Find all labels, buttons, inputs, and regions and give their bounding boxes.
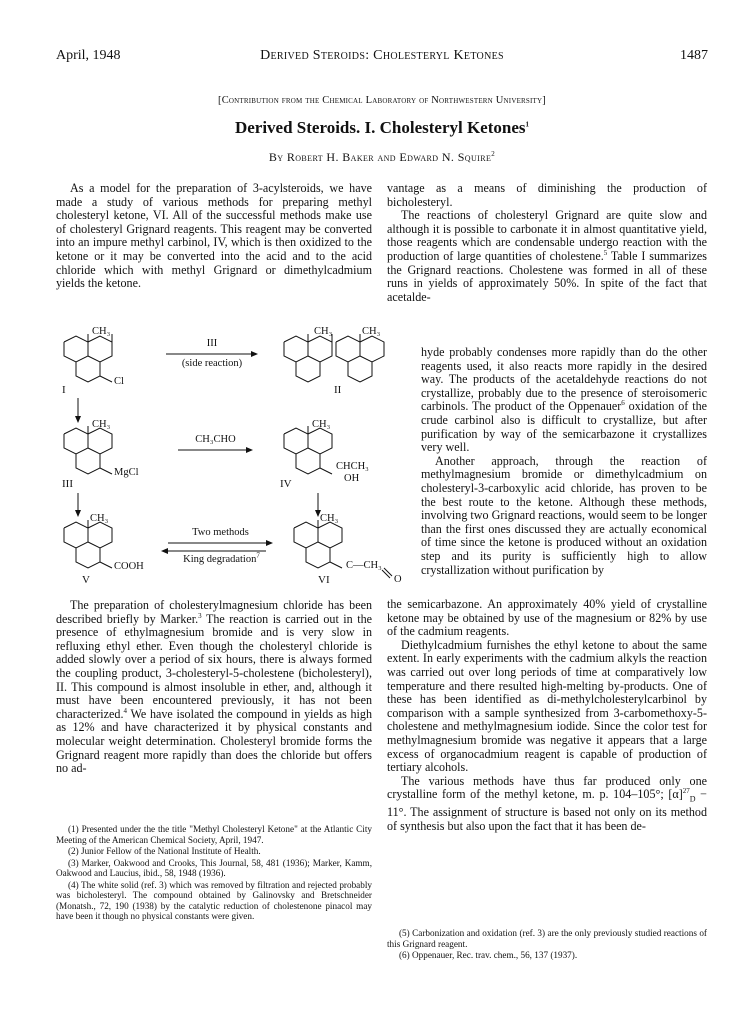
footnote-marker-5: 5 <box>603 248 608 257</box>
right-column-body <box>387 598 707 834</box>
grignard-paragraph <box>387 209 707 304</box>
rotation-d-line: D <box>689 794 696 804</box>
article-title <box>56 118 708 138</box>
footnote-5: (5) Carbonization and oxidation (ref. 3) are the only previously studied reactions of this Grignard reagent. <box>387 928 707 949</box>
footnote-marker-3: 3 <box>198 611 202 620</box>
substituent-cooh: COOH <box>114 561 144 572</box>
author-by: By <box>268 150 284 164</box>
author-and: and <box>377 150 396 164</box>
marker-text-a: The preparation of cholesterylmagnesium chloride has been described briefly by Marker. <box>56 598 372 626</box>
grignard-text-b: Table I summarizes the Grignard reactions. Cholestene was formed in all of these runs in yields of approximately 50%. In spite of the fact that acetalde- <box>387 248 707 304</box>
methyl-ketone-paragraph <box>387 775 707 834</box>
footnote-6: (6) Oppenauer, Rec. trav. chem., 56, 137 (1937). <box>399 950 578 960</box>
arrowhead-iii-to-iv <box>246 447 253 453</box>
grignard-text-a: The reactions of cholesteryl Grignard are quite slow and although it is possible to carbonate it in almost quantitative yield, those reagents which are condensable undergo reaction with the production of large quantities of cholestene. <box>387 208 707 263</box>
footnote-marker-4: 4 <box>123 706 127 715</box>
ch3-label-iii: CH₃ <box>92 419 111 430</box>
author-line <box>56 150 708 165</box>
rotation-temperature: 27 <box>682 787 690 796</box>
acetaldehyde-text-b: oxidation of the crude carbinol also is difficult to crystallize, but after purification by way of the semicarbazone it crystallizes very well. <box>421 399 707 455</box>
compound-number-iii: III <box>62 478 73 490</box>
side-reaction-label: (side reaction) <box>181 358 243 369</box>
arrowhead-i-to-ii <box>251 351 258 357</box>
steroid-skeleton-ii <box>284 334 384 382</box>
intro-paragraph: As a model for the preparation of 3-acylsteroids, we have made a study of various methods for preparing methyl cholesteryl ketone, VI. All of the successful methods make use of cholesteryl Grignard reagents. This reagent may be converted into an impure methyl carbinol, IV, which is then oxidized to the ketone or it may be converted into the acid and to the acid chloride which with methyl Grignard or dimethylcadmium yields the ketone. <box>56 181 372 291</box>
author-2-footnote-marker: 2 <box>491 150 496 158</box>
arrowhead-iii-to-v <box>75 510 81 517</box>
another-approach-paragraph: Another approach, through the reaction of methylmagnesium bromide or dimethylcadmium on cholesteryl-3-carboxylic acid chloride, has proven to be the best route to the ketone. Although these methods, involving two Grignard reactions, would seem to be longer than the first ones discussed they are actually economical of time since the ketone is produced without an oxidation step and its purity is sufficiently high to allow crystallization without purification by <box>421 453 707 577</box>
running-head <box>56 48 708 70</box>
substituent-o: O <box>394 574 402 585</box>
steroid-skeleton-i <box>64 334 112 382</box>
ch3-label-v: CH₃ <box>90 513 109 524</box>
semicarbazone-paragraph-end: the semicarbazone. An approximately 40% yield of crystalline ketone may be obtained by use of the magnesium or 82% by use of the cadmium reagents. <box>387 597 707 639</box>
arrowhead-v-to-vi <box>266 540 273 546</box>
arrowhead-i-to-iii <box>75 416 81 423</box>
ch3-label-vi: CH₃ <box>320 513 339 524</box>
marker-text-c: We have isolated the compound in yields as high as 12% and have characterized it by physical constants and molecular weight determination. Cholesteryl bromide forms the Grignard reagent more rapidly than does the chloride but offers no ad- <box>56 706 372 776</box>
reagent-iii: III <box>206 338 218 349</box>
footnote-3: (3) Marker, Oakwood and Crooks, This Journal, 58, 481 (1936); Marker, Kamm, Oakwood and Laucius, ibid., 58, 1948 (1936). <box>56 857 372 878</box>
running-head-date: April, 1948 <box>56 48 121 63</box>
reaction-scheme <box>56 328 421 588</box>
ch3-label-ii-b: CH₃ <box>362 326 381 337</box>
right-column-wrap <box>421 346 707 577</box>
author-2: Edward N. Squire <box>399 150 492 164</box>
methyl-ketone-text-b: − 11°. The assignment of structure is based not only on its method of synthesis but also upon the fact that it has been de- <box>387 787 707 833</box>
reagent-king-degradation <box>164 551 279 565</box>
diethylcadmium-paragraph: Diethylcadmium furnishes the ethyl ketone to about the same extent. In early experiments with the cadmium alkyls the reaction was carried out over long periods of time at comparatively low temperature and there resulted high-melting by-products. One of these has been identified as di-methylcholesterylcarbinol by comparison with a sample synthesized from 3-carbomethoxy-5-cholestene and methylmagnesium iodide. Since the color test for methylmagnesium bromide was negative it appears that a large excess of organocadmium reagent is capable of production of tertiary alcohols. <box>387 637 707 775</box>
right-paragraph-continued: vantage as a means of diminishing the production of bicholesteryl. <box>387 181 707 209</box>
footnote-marker-6: 6 <box>621 399 625 408</box>
ch3-label-iv: CH₃ <box>312 419 331 430</box>
ch3-label-ii-a: CH₃ <box>314 326 333 337</box>
author-1: Robert H. Baker <box>286 150 375 164</box>
page-number: 1487 <box>680 48 708 63</box>
ch3-label-i: CH₃ <box>92 326 111 337</box>
footnote-1: (1) Presented under the the title "Methyl Cholesteryl Ketone" at the Atlantic City Meeting of the American Chemical Society, April, 1947. <box>56 824 372 845</box>
compound-number-ii: II <box>334 384 342 396</box>
reagent-two-methods: Two methods <box>192 527 249 538</box>
substituent-oh: OH <box>344 473 360 484</box>
compound-number-v: V <box>82 574 90 586</box>
left-column-body <box>56 599 372 776</box>
compound-number-vi: VI <box>318 574 330 586</box>
left-column-intro <box>56 182 372 291</box>
substituent-cch3: C—CH₃ <box>346 560 382 571</box>
footnote-marker-7: 7 <box>256 551 260 560</box>
right-column-top <box>387 182 707 304</box>
contribution-line: [Contribution from the Chemical Laboratory of Northwestern University] <box>218 95 546 106</box>
marker-paragraph <box>56 599 372 776</box>
footnotes-right <box>387 928 707 962</box>
steroid-skeleton-iii <box>64 426 112 474</box>
footnote-4: (4) The white solid (ref. 3) which was removed by filtration and rejected probably was bicholesteryl. The compound obtained by Galinovsky and Bretschneider (Monatsh., 72, 190 (1938) by the catalytic reduction of cholestenone pinacol may have been it though no physical constants were given. <box>56 879 372 921</box>
substituent-chch3: CHCH₃ <box>336 461 369 472</box>
steroid-skeleton-iv <box>284 426 332 474</box>
title-footnote-marker: 1 <box>525 120 530 129</box>
king-degradation-text: King degradation <box>183 554 257 565</box>
acetaldehyde-text-a: hyde probably condenses more rapidly than do the other reagents used, it also reacts more rapidly in the desired way. The products of the acetaldehyde reactions do not crystallize, probably due to the presence of steroisomeric carbinols. The product of the Oppenauer <box>421 345 707 414</box>
substituent-mgcl: MgCl <box>114 467 139 478</box>
running-head-title: Derived Steroids: Cholesteryl Ketones <box>260 48 504 63</box>
reagent-acetaldehyde: CH₃CHO <box>195 434 236 445</box>
methyl-ketone-text-a: The various methods have thus far produced only one crystalline form of the methyl ketone, m. p. 104–105°; [α] <box>387 773 707 802</box>
footnote-2: (2) Junior Fellow of the National Institute of Health. <box>68 846 261 856</box>
marker-text-b: The reaction is carried out in the presence of ethylmagnesium bromide and is very slow in refluxing ethyl ether. Even though the cholesteryl chloride is added slowly over a period of six hours, there is always formed the coupling product, 3-cholesteryl-5-cholestene (bicholesteryl), II. This compound is almost insoluble in ether, and, although it must have been encountered previously, it has not been characterized. <box>56 611 372 721</box>
compound-number-iv: IV <box>280 478 292 490</box>
compound-number-i: I <box>62 384 66 396</box>
steroid-skeleton-v <box>64 520 112 568</box>
substituent-cl: Cl <box>114 376 124 387</box>
acetaldehyde-paragraph <box>421 346 707 455</box>
article-title-text: Derived Steroids. I. Cholesteryl Ketones <box>234 118 526 137</box>
footnotes-left <box>56 824 372 923</box>
